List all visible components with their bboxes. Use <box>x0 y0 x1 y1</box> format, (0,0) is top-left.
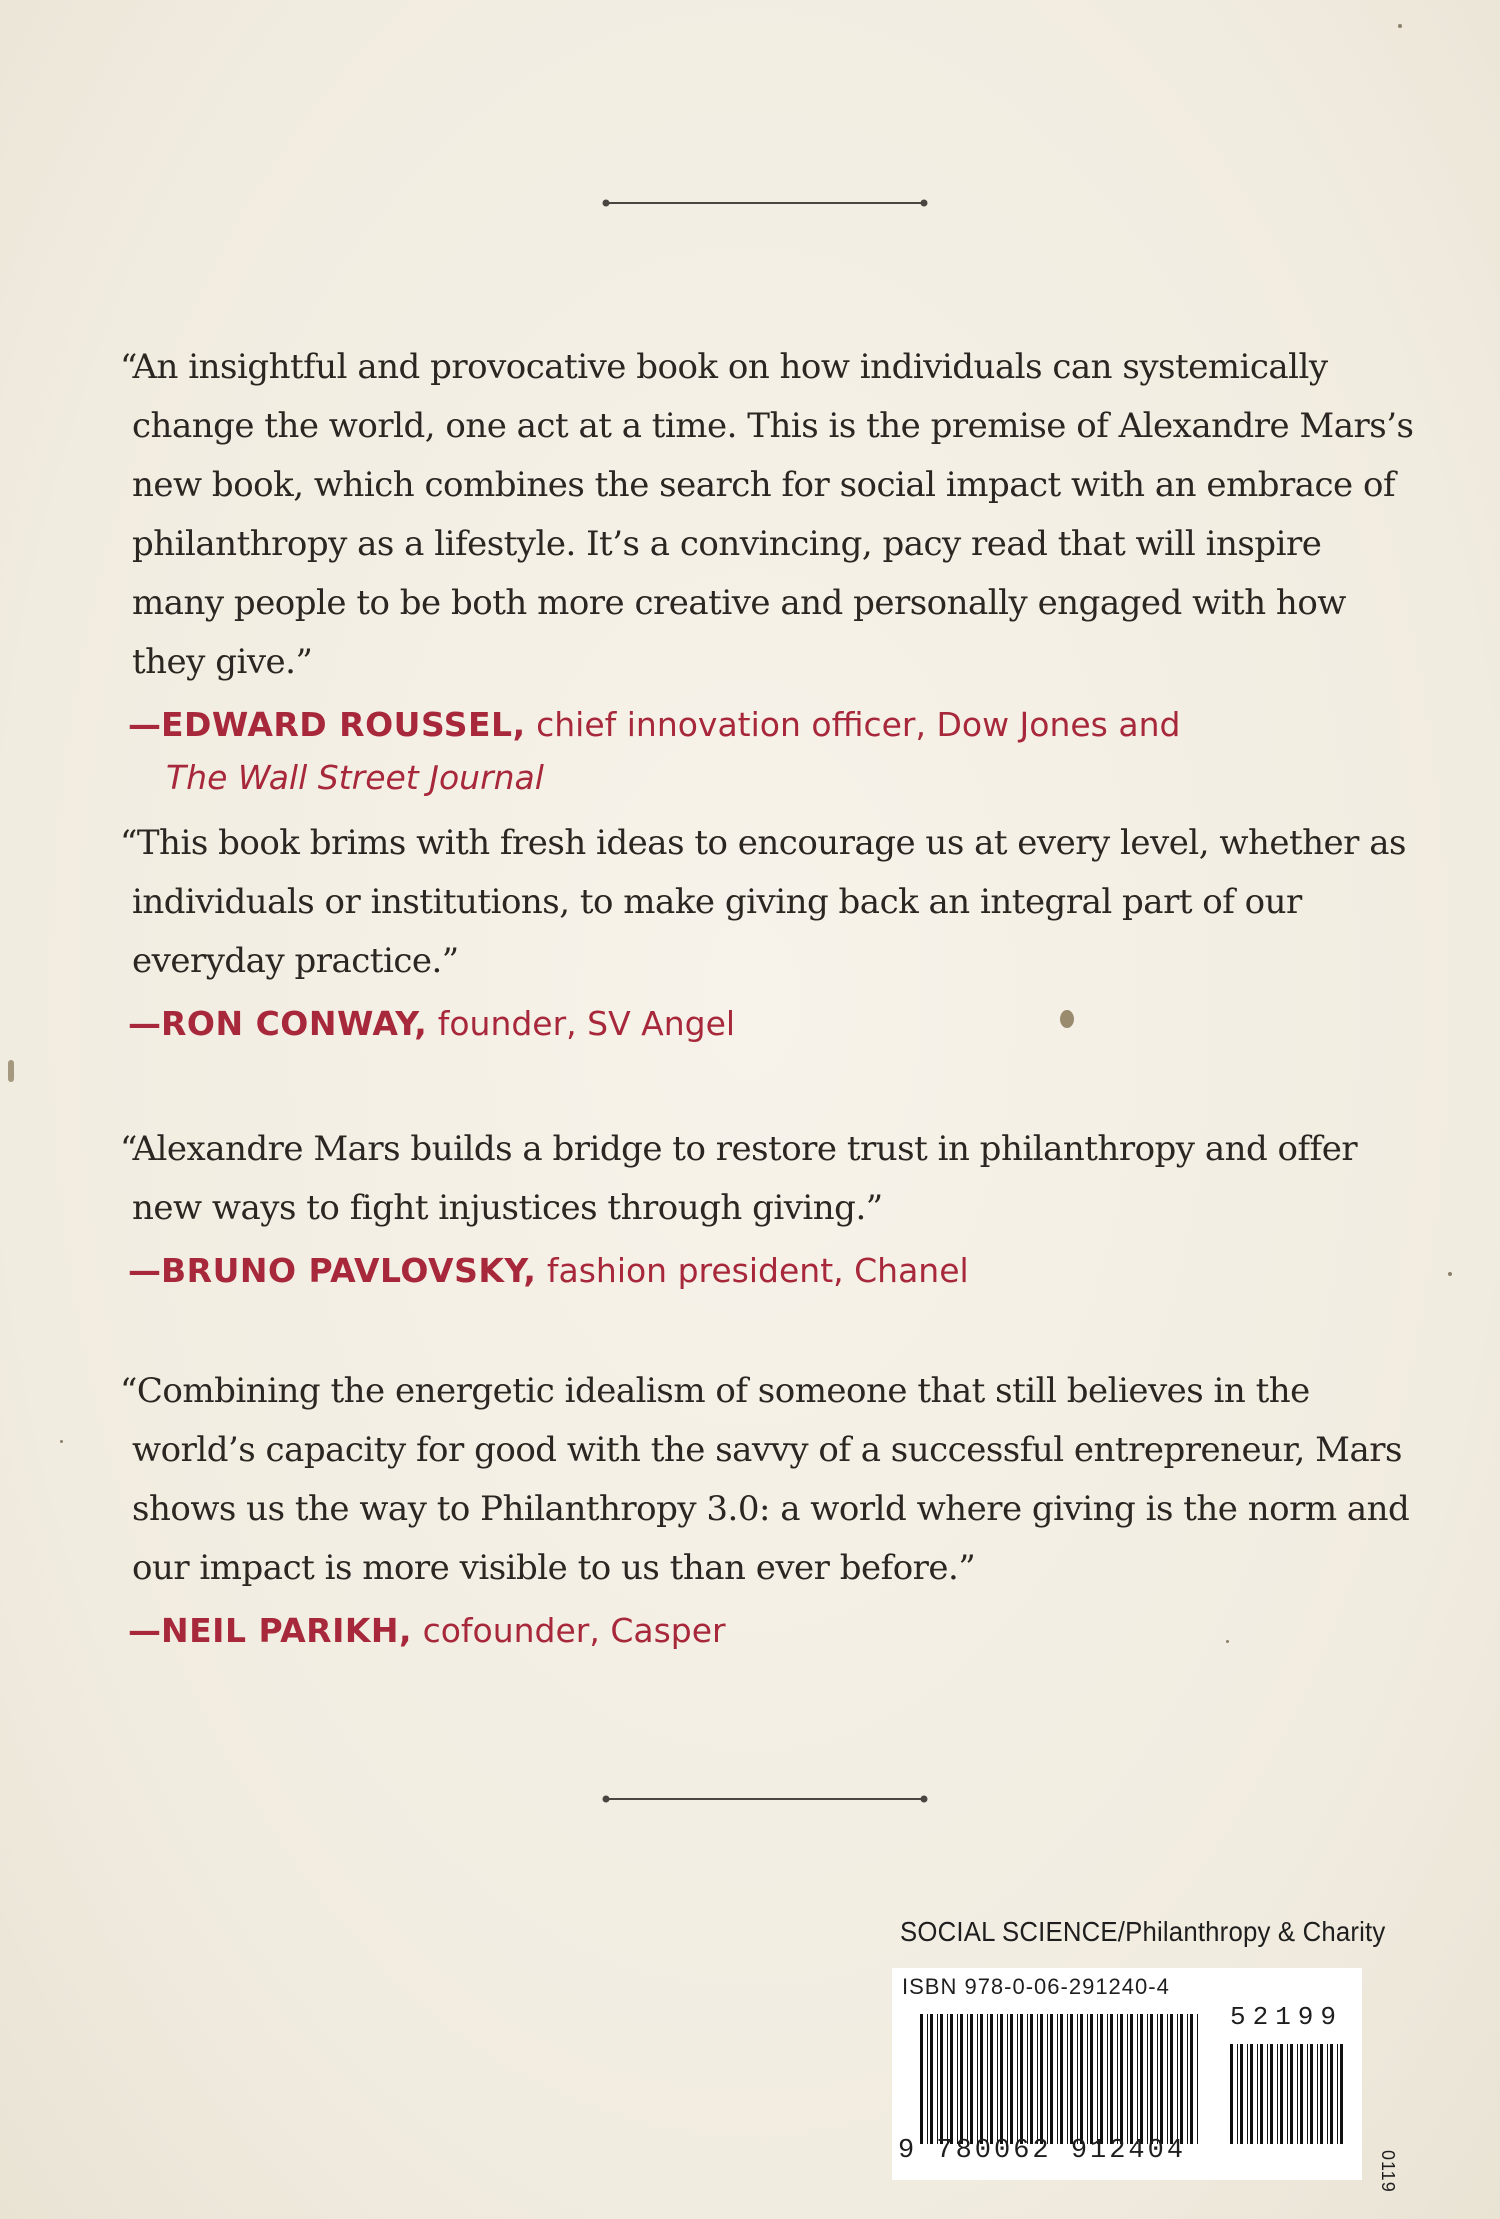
bottom-ornament-rule <box>600 1792 930 1806</box>
barcode-bar <box>1117 2014 1118 2144</box>
barcode-bar <box>1307 2044 1308 2144</box>
barcode-bar <box>1090 2014 1093 2144</box>
attribution-dash: — <box>128 705 161 744</box>
barcode-bar <box>1030 2014 1033 2144</box>
quote-text: “Alexandre Mars builds a bridge to restore trust in philanthropy and offer new ways to fight injustices through giving.” <box>120 1129 1358 1228</box>
attribution <box>128 997 1420 1050</box>
attribution-role: cofounder, Casper <box>412 1611 726 1650</box>
barcode-bar <box>920 2014 923 2144</box>
barcode-bar <box>1057 2014 1058 2144</box>
barcode-bar <box>1180 2014 1183 2144</box>
barcode-bar <box>1247 2044 1248 2144</box>
attribution-role: founder, SV Angel <box>427 1004 736 1043</box>
barcode-bar <box>1317 2044 1318 2144</box>
attribution <box>128 1244 1420 1297</box>
side-code: 0119 <box>1378 2150 1398 2193</box>
barcode-bar <box>930 2014 933 2144</box>
barcode-bar <box>1087 2014 1088 2144</box>
barcode-bar <box>1097 2014 1098 2144</box>
barcode-bar <box>1130 2014 1133 2144</box>
paper-speck <box>1060 1010 1074 1028</box>
barcode-bar <box>1300 2044 1303 2144</box>
top-ornament-rule <box>600 196 930 210</box>
barcode-bar <box>1267 2044 1268 2144</box>
barcode-bar <box>957 2014 958 2144</box>
barcode-bar <box>950 2014 953 2144</box>
barcode-bar <box>1330 2044 1333 2144</box>
barcode-bar <box>1060 2014 1063 2144</box>
barcode-bar <box>977 2014 978 2144</box>
barcode-bar <box>1170 2014 1173 2144</box>
quote-block-roussel <box>120 338 1420 804</box>
barcode-bar <box>1140 2014 1143 2144</box>
attribution-name: NEIL PARIKH, <box>161 1611 413 1650</box>
attribution-dash: — <box>128 1611 161 1650</box>
quote-block-pavlovsky <box>120 1120 1420 1297</box>
quote-block-conway <box>120 814 1420 1050</box>
quote-text: “This book brims with fresh ideas to encourage us at every level, whether as individuals or institutions, to make giving back an integral part of our everyday practice.” <box>120 823 1406 981</box>
price-code: 52199 <box>1230 2002 1344 2032</box>
barcode-bar <box>987 2014 988 2144</box>
attribution <box>128 698 1420 804</box>
paper-speck <box>60 1440 63 1443</box>
barcode-bar <box>1237 2044 1238 2144</box>
barcode-panel <box>892 1968 1362 2180</box>
barcode-bar <box>1177 2014 1178 2144</box>
barcode-bar <box>1110 2014 1113 2144</box>
barcode-bar <box>990 2014 993 2144</box>
barcode-bar <box>1327 2044 1328 2144</box>
barcode-bar <box>1260 2044 1263 2144</box>
barcode-bar <box>1107 2014 1108 2144</box>
barcode-bar <box>1297 2044 1298 2144</box>
attribution-role: fashion president, Chanel <box>536 1251 969 1290</box>
barcode-bar <box>1017 2014 1018 2144</box>
barcode-bar <box>1040 2014 1043 2144</box>
barcode-bar <box>940 2014 943 2144</box>
barcode-bar <box>1077 2014 1078 2144</box>
barcode-bar <box>937 2014 938 2144</box>
barcode-bar <box>1167 2014 1168 2144</box>
barcode-bar <box>1007 2014 1008 2144</box>
barcode-bar <box>1190 2014 1193 2144</box>
barcode-bar <box>1047 2014 1048 2144</box>
barcode-bar <box>1000 2014 1003 2144</box>
barcode-bar <box>1197 2014 1198 2144</box>
barcode-bar <box>1187 2014 1188 2144</box>
paper-speck <box>1226 1640 1229 1643</box>
barcode-bar <box>947 2014 948 2144</box>
paper-speck <box>1398 24 1402 28</box>
attribution-role: chief innovation officer, Dow Jones and <box>525 705 1181 744</box>
barcode-bar <box>980 2014 983 2144</box>
barcode-bar <box>1027 2014 1028 2144</box>
barcode-bar <box>1270 2044 1273 2144</box>
attribution-dash: — <box>128 1004 161 1043</box>
attribution-publication: The Wall Street Journal <box>166 758 544 797</box>
barcode-bar <box>970 2014 973 2144</box>
barcode-bar <box>927 2014 928 2144</box>
barcode-bar <box>1127 2014 1128 2144</box>
barcode-bar <box>1157 2014 1158 2144</box>
barcode-bar <box>1067 2014 1068 2144</box>
attribution <box>128 1604 1420 1657</box>
barcode-bar <box>1020 2014 1023 2144</box>
barcode-bar <box>967 2014 968 2144</box>
barcode-bar <box>960 2014 963 2144</box>
isbn-label: ISBN 978-0-06-291240-4 <box>902 1974 1170 1999</box>
barcode-bar <box>1150 2014 1153 2144</box>
barcode-bar <box>1120 2014 1123 2144</box>
barcode-bar <box>1160 2014 1163 2144</box>
barcode-bar <box>1080 2014 1083 2144</box>
quote-text: “An insightful and provocative book on how individuals can systemically change the world, one act at a time. This is the premise of Alexandre Mars’s new book, which combines the search for social impact with an embrace of philanthropy as a lifestyle. It’s a convincing, pacy read that will inspire many people to be both more creative and personally engaged with how they give.” <box>120 347 1414 682</box>
barcode-bar <box>1290 2044 1293 2144</box>
attribution-name: BRUNO PAVLOVSKY, <box>161 1251 537 1290</box>
barcode-bar <box>1337 2044 1338 2144</box>
barcode-bar <box>1037 2014 1038 2144</box>
barcode-bar <box>1320 2044 1323 2144</box>
barcode-bar <box>1100 2014 1103 2144</box>
barcode-bar <box>1240 2044 1243 2144</box>
barcode-bar <box>1310 2044 1313 2144</box>
paper-speck <box>1448 1272 1452 1276</box>
barcode-bar <box>1250 2044 1253 2144</box>
paper-speck <box>8 1060 14 1082</box>
quote-text: “Combining the energetic idealism of someone that still believes in the world’s capacity for good with the savvy of a successful entrepreneur, Mars shows us the way to Philanthropy 3.0: a world where giving is the norm and our impact is more visible to us than ever before.” <box>120 1371 1410 1588</box>
barcode-bar <box>1280 2044 1283 2144</box>
bisac-category: SOCIAL SCIENCE/Philanthropy & Charity <box>900 1916 1386 1947</box>
barcode-bar <box>997 2014 998 2144</box>
attribution-name: EDWARD ROUSSEL, <box>161 705 526 744</box>
barcode-bar <box>1147 2014 1148 2144</box>
attribution-dash: — <box>128 1251 161 1290</box>
barcode-bar <box>1277 2044 1278 2144</box>
barcode-bar <box>1257 2044 1258 2144</box>
barcode-bar <box>1050 2014 1053 2144</box>
attribution-name: RON CONWAY, <box>161 1004 428 1043</box>
barcode-bar <box>1340 2044 1343 2144</box>
barcode-bar <box>1070 2014 1073 2144</box>
barcode-bar <box>1230 2044 1233 2144</box>
barcode-bar <box>1137 2014 1138 2144</box>
quote-block-parikh <box>120 1362 1420 1657</box>
barcode-bar <box>1287 2044 1288 2144</box>
ean-digits: 9 780062 912404 <box>898 2136 1187 2166</box>
barcode-bar <box>1010 2014 1013 2144</box>
